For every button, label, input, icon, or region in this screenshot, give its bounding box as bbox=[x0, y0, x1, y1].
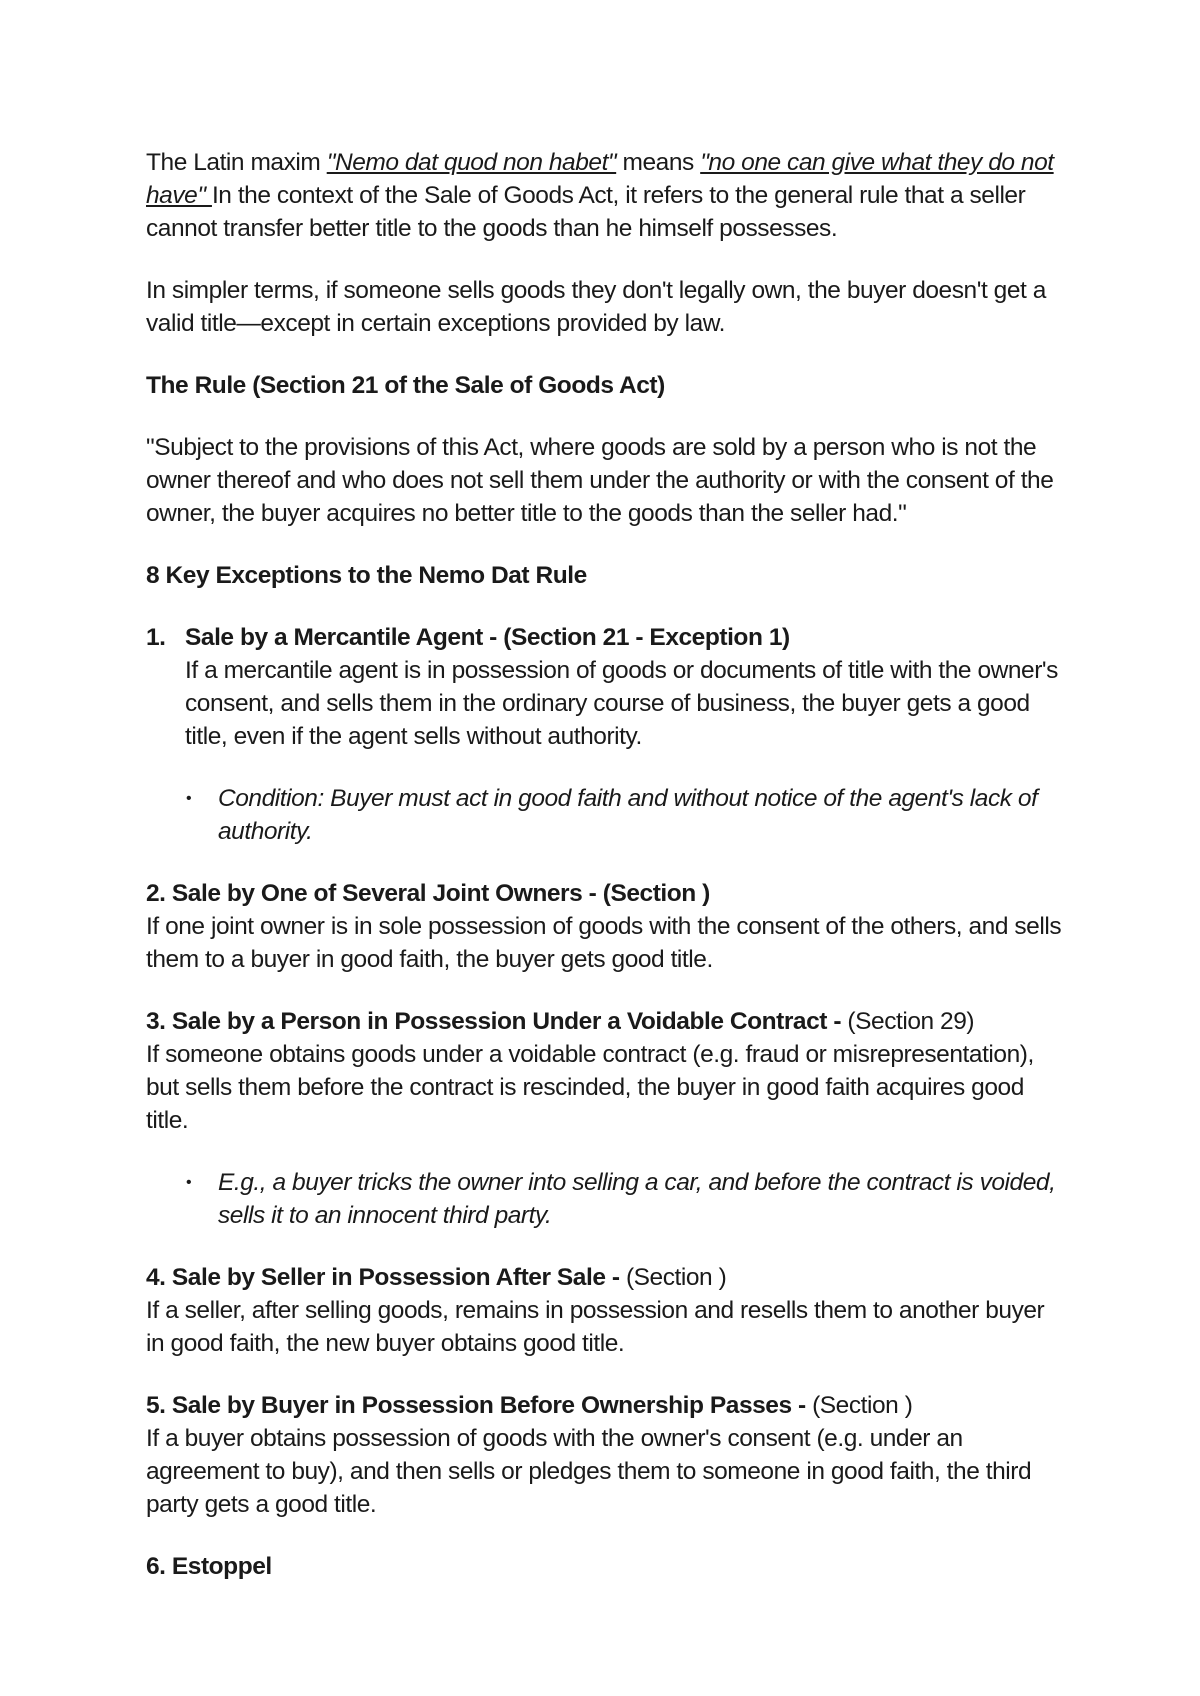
exception-item bbox=[146, 1550, 1066, 1583]
exceptions-heading: 8 Key Exceptions to the Nemo Dat Rule bbox=[146, 562, 587, 589]
exception-section: (Section 29) bbox=[847, 1008, 975, 1035]
exception-body: If a buyer obtains possession of goods with the owner's consent (e.g. under an agreement to buy), and then sells or pledges them to someone in good faith, the third party gets a good title. bbox=[146, 1425, 1032, 1518]
exception-title: Sale by a Mercantile Agent - (Section 21 - Exception 1) bbox=[185, 624, 790, 651]
bullet-icon: • bbox=[186, 1174, 192, 1191]
intro-prefix: The Latin maxim bbox=[146, 149, 327, 176]
rule-heading: The Rule (Section 21 of the Sale of Goods Act) bbox=[146, 372, 665, 399]
exception-body: If a mercantile agent is in possession of goods or documents of title with the owner's consent, and sells them in the ordinary course of business, the buyer gets a good title, even if the agent sells without authority. bbox=[185, 657, 1058, 750]
exception-title: 5. Sale by Buyer in Possession Before Ownership Passes - bbox=[146, 1392, 813, 1419]
exception-body: If someone obtains goods under a voidable contract (e.g. fraud or misrepresentation), but sells them before the contract is rescinded, the buyer in good faith acquires good title. bbox=[146, 1041, 1034, 1134]
exception-title-line bbox=[146, 1005, 1066, 1038]
exception-title-line bbox=[146, 877, 1066, 910]
bullet-icon: • bbox=[186, 790, 192, 807]
exception-bullet bbox=[146, 782, 1066, 848]
exception-item bbox=[146, 1261, 1066, 1360]
exception-number: 1. bbox=[146, 624, 166, 651]
rule-quote: "Subject to the provisions of this Act, where goods are sold by a person who is not the owner thereof and who does not sell them under the authority or with the consent of the owner, the buyer acquires no better title to the goods than the seller had." bbox=[146, 434, 1054, 527]
exception-item bbox=[146, 877, 1066, 976]
exception-title: 4. Sale by Seller in Possession After Sale - bbox=[146, 1264, 626, 1291]
exception-item bbox=[146, 621, 1066, 753]
maxim-meaning: "no one can give what they do not have" bbox=[146, 149, 1054, 209]
exception-title-line bbox=[146, 1389, 1066, 1422]
simpler-terms-paragraph: In simpler terms, if someone sells goods they don't legally own, the buyer doesn't get a valid title—except in certain exceptions provided by law. bbox=[146, 277, 1046, 337]
intro-means: means bbox=[616, 149, 701, 176]
exception-item bbox=[146, 1005, 1066, 1137]
exception-item bbox=[146, 1389, 1066, 1521]
exception-title: 3. Sale by a Person in Possession Under a Voidable Contract - bbox=[146, 1008, 848, 1035]
exception-section: (Section ) bbox=[625, 1264, 727, 1291]
exception-title: 6. Estoppel bbox=[146, 1553, 272, 1580]
exception-body: If one joint owner is in sole possession of goods with the consent of the others, and sells them to a buyer in good faith, the buyer gets good title. bbox=[146, 913, 1062, 973]
exception-bullet bbox=[146, 1166, 1066, 1232]
exception-section: (Section ) bbox=[812, 1392, 913, 1419]
latin-maxim: "Nemo dat quod non habet" bbox=[326, 149, 617, 176]
exception-title: 2. Sale by One of Several Joint Owners - (Section ) bbox=[146, 880, 710, 907]
bullet-text: E.g., a buyer tricks the owner into selling a car, and before the contract is voided, sells it to an innocent third party. bbox=[218, 1169, 1056, 1229]
bullet-text: Condition: Buyer must act in good faith and without notice of the agent's lack of authority. bbox=[218, 785, 1038, 845]
exception-title-line bbox=[146, 1261, 1066, 1294]
intro-rest: In the context of the Sale of Goods Act, it refers to the general rule that a seller cannot transfer better title to the goods than he himself possesses. bbox=[146, 182, 1026, 242]
intro-paragraph bbox=[146, 146, 1066, 245]
exception-body: If a seller, after selling goods, remains in possession and resells them to another buyer in good faith, the new buyer obtains good title. bbox=[146, 1297, 1045, 1357]
document-page bbox=[146, 146, 1066, 1612]
